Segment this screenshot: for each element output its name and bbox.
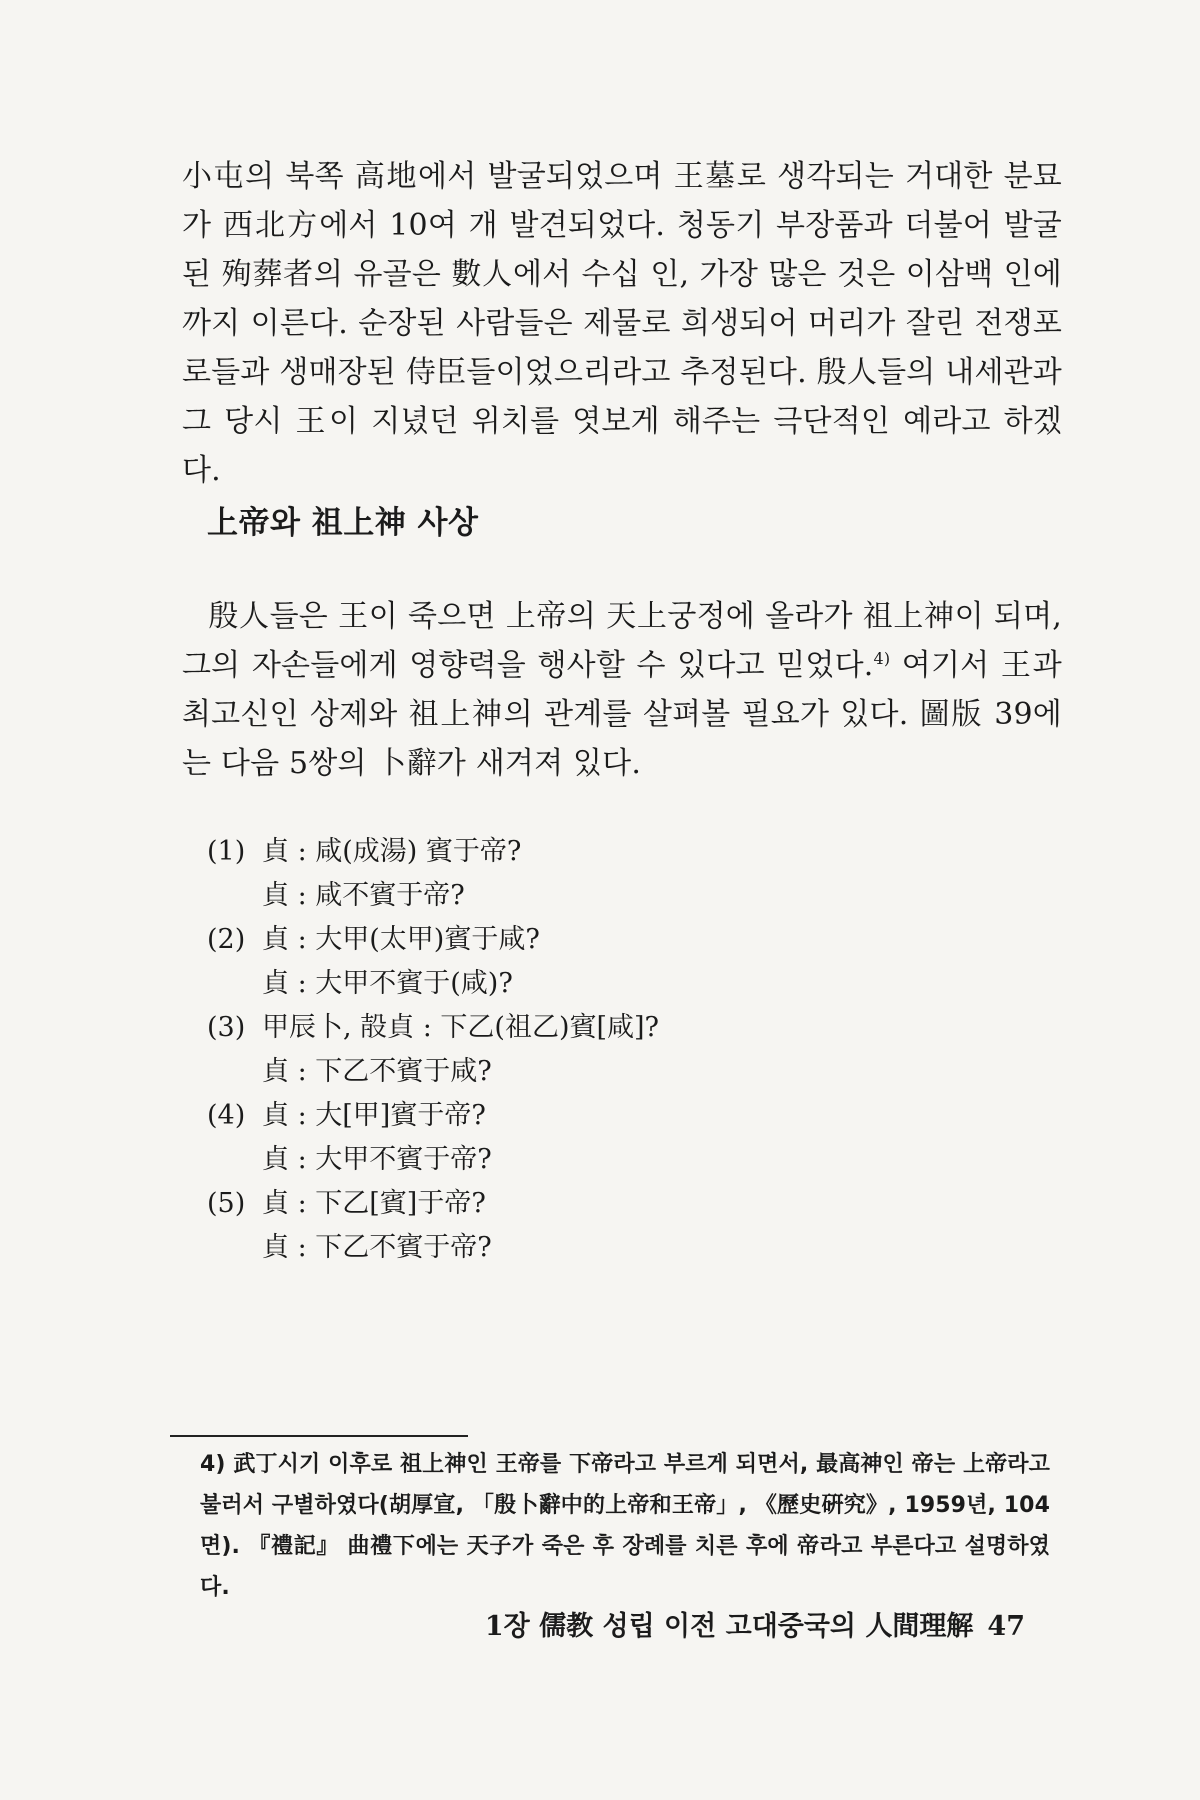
divination-number: (1)	[207, 836, 246, 867]
divination-text: 貞 : 咸(成湯) 賓于帝?	[262, 836, 522, 867]
divination-number: (3)	[207, 1012, 246, 1043]
divination-1-line-1	[207, 830, 907, 874]
divination-text: 貞 : 大甲不賓于(咸)?	[262, 968, 513, 999]
divination-text: 甲辰卜, 㱿貞 : 下乙(祖乙)賓[咸]?	[262, 1012, 660, 1043]
footnote-reference: 4)	[873, 649, 891, 668]
body-paragraph-1: 小屯의 북쪽 高地에서 발굴되었으며 王墓로 생각되는 거대한 분묘가 西北方에서 10여 개 발견되었다. 청동기 부장품과 더불어 발굴된 殉葬者의 유골은 數人에서 수십 인, 가장 많은 것은 이삼백 인에까지 이른다. 순장된 사람들은 제물로 희생되어 머리가 잘린 전쟁포로들과 생매장된 侍臣들이었으리라고 추정된다. 殷人들의 내세관과 그 당시 王이 지녔던 위치를 엿보게 해주는 극단적인 예라고 하겠다.	[182, 159, 1062, 488]
footnote-divider	[170, 1435, 468, 1437]
divination-text: 貞 : 下乙不賓于咸?	[262, 1056, 492, 1087]
divination-text: 貞 : 下乙[賓]于帝?	[262, 1188, 486, 1219]
running-footer	[485, 1604, 1025, 1643]
divination-1-line-2	[207, 874, 907, 918]
divination-number: (5)	[207, 1188, 246, 1219]
page-number: 47	[987, 1611, 1025, 1642]
divination-list	[207, 830, 907, 1270]
paragraph-2-text-a: 殷人들은 王이 죽으면 上帝의 天上궁정에 올라가 祖上神이 되며, 그의 자손들에게 영향력을 행사할 수 있다고 믿었다.	[182, 599, 1062, 683]
divination-3-line-1	[207, 1006, 907, 1050]
footnote-4: 4) 武丁시기 이후로 祖上神인 王帝를 下帝라고 부르게 되면서, 最高神인 帝는 上帝라고 불러서 구별하였다(胡厚宣, 「殷卜辭中的上帝和王帝」, 《歷史硏究》, 1959년, 104면). 『禮記』 曲禮下에는 天子가 죽은 후 장례를 치른 후에 帝라고 부른다고 설명하였다.	[200, 1452, 1050, 1600]
divination-5-line-2	[207, 1226, 907, 1270]
divination-4-line-2	[207, 1138, 907, 1182]
divination-text: 貞 : 大[甲]賓于帝?	[262, 1100, 486, 1131]
body-paragraph-2	[182, 592, 1062, 788]
paragraph-2-text-b: 여기서 王과 최고신인 상제와 祖上神의 관계를 살펴볼 필요가 있다. 圖版 39에는 다음 5쌍의 卜辭가 새겨져 있다.	[182, 648, 1062, 781]
chapter-title: 1장 儒教 성립 이전 고대중국의 人間理解	[484, 1611, 974, 1642]
section-heading: 上帝와 祖上神 사상	[207, 505, 479, 541]
divination-2-line-1	[207, 918, 907, 962]
divination-2-line-2	[207, 962, 907, 1006]
divination-number: (2)	[207, 924, 246, 955]
divination-3-line-2	[207, 1050, 907, 1094]
divination-text: 貞 : 大甲(太甲)賓于咸?	[262, 924, 540, 955]
divination-text: 貞 : 咸不賓于帝?	[262, 880, 465, 911]
divination-number: (4)	[207, 1100, 246, 1131]
divination-text: 貞 : 下乙不賓于帝?	[262, 1232, 492, 1263]
divination-4-line-1	[207, 1094, 907, 1138]
divination-text: 貞 : 大甲不賓于帝?	[262, 1144, 492, 1175]
divination-5-line-1	[207, 1182, 907, 1226]
